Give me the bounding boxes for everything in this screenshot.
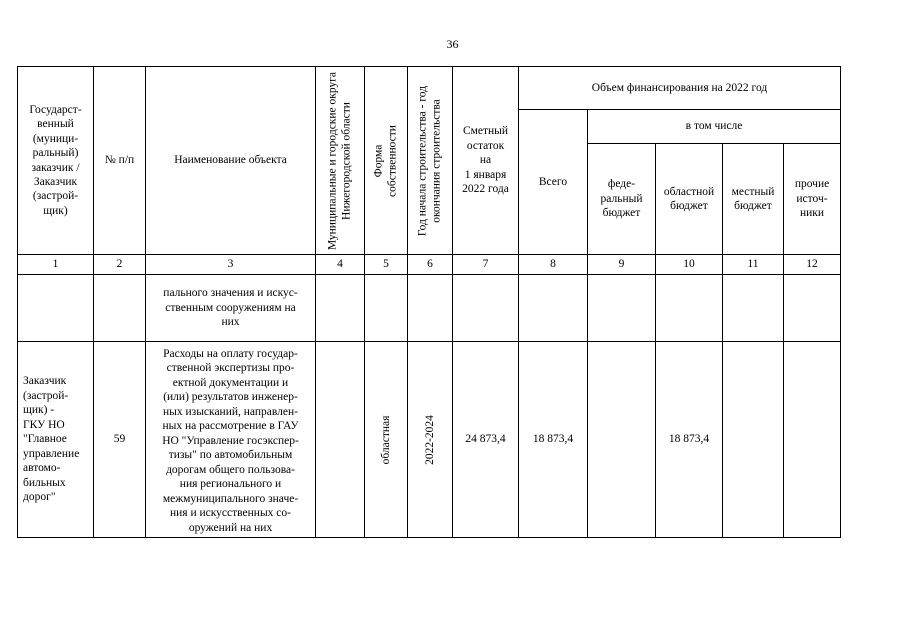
column-number: 8 [519, 255, 588, 275]
column-number: 7 [453, 255, 519, 275]
row-number: 59 [94, 342, 146, 538]
header-number: № п/п [94, 67, 146, 255]
row-municipality [316, 342, 365, 538]
header-municipality: Муниципальные и городские округа Нижегородской области [316, 67, 365, 255]
table-row [18, 342, 841, 538]
header-years: Год начала строительства - год окончания строительства [408, 67, 453, 255]
column-number-row [18, 255, 841, 275]
financing-table [17, 66, 841, 538]
column-number: 12 [784, 255, 841, 275]
row-regional: 18 873,4 [656, 342, 723, 538]
column-number: 5 [365, 255, 408, 275]
header-regional: областной бюджет [656, 144, 723, 255]
row-object-name: Расходы на оплату государ- ственной экспертизы про- ектной документации и (или) результатов инженер- ных изысканий, направлен- ных на рассмотрение в ГАУ НО "Управление госэкспер- тизы" по автомобильным дорогам общего пользова- ния регионального и межмуниципального значе- ния и искусственных со- оружений на них [146, 342, 316, 538]
row-local [723, 342, 784, 538]
column-number: 2 [94, 255, 146, 275]
column-number: 9 [588, 255, 656, 275]
row-ownership: областная [365, 342, 408, 538]
column-number: 11 [723, 255, 784, 275]
header-estimated-balance: Сметный остаток на 1 января 2022 года [453, 67, 519, 255]
header-other: прочие источ- ники [784, 144, 841, 255]
row-federal [588, 342, 656, 538]
continuation-object-name: пального значения и искус- ственным сооружениям на них [146, 275, 316, 342]
header-ownership: Форма собственности [365, 67, 408, 255]
row-estimated-balance: 24 873,4 [453, 342, 519, 538]
column-number: 1 [18, 255, 94, 275]
header-local: местный бюджет [723, 144, 784, 255]
column-number: 3 [146, 255, 316, 275]
header-funding-2022: Объем финансирования на 2022 год [519, 67, 841, 110]
header-object-name: Наименование объекта [146, 67, 316, 255]
header-federal: феде- ральный бюджет [588, 144, 656, 255]
column-number: 10 [656, 255, 723, 275]
row-other [784, 342, 841, 538]
column-number: 6 [408, 255, 453, 275]
column-number: 4 [316, 255, 365, 275]
row-years: 2022-2024 [408, 342, 453, 538]
header-including: в том числе [588, 110, 841, 144]
row-total: 18 873,4 [519, 342, 588, 538]
table-row-continuation [18, 275, 841, 342]
row-customer: Заказчик (застрой- щик) - ГКУ НО "Главное управление автомо- бильных дорог" [18, 342, 94, 538]
page-number: 36 [446, 37, 459, 51]
header-total: Всего [519, 110, 588, 255]
header-customer: Государст- венный (муници- pальный) заказчик / Заказчик (застрой- щик) [18, 67, 94, 255]
